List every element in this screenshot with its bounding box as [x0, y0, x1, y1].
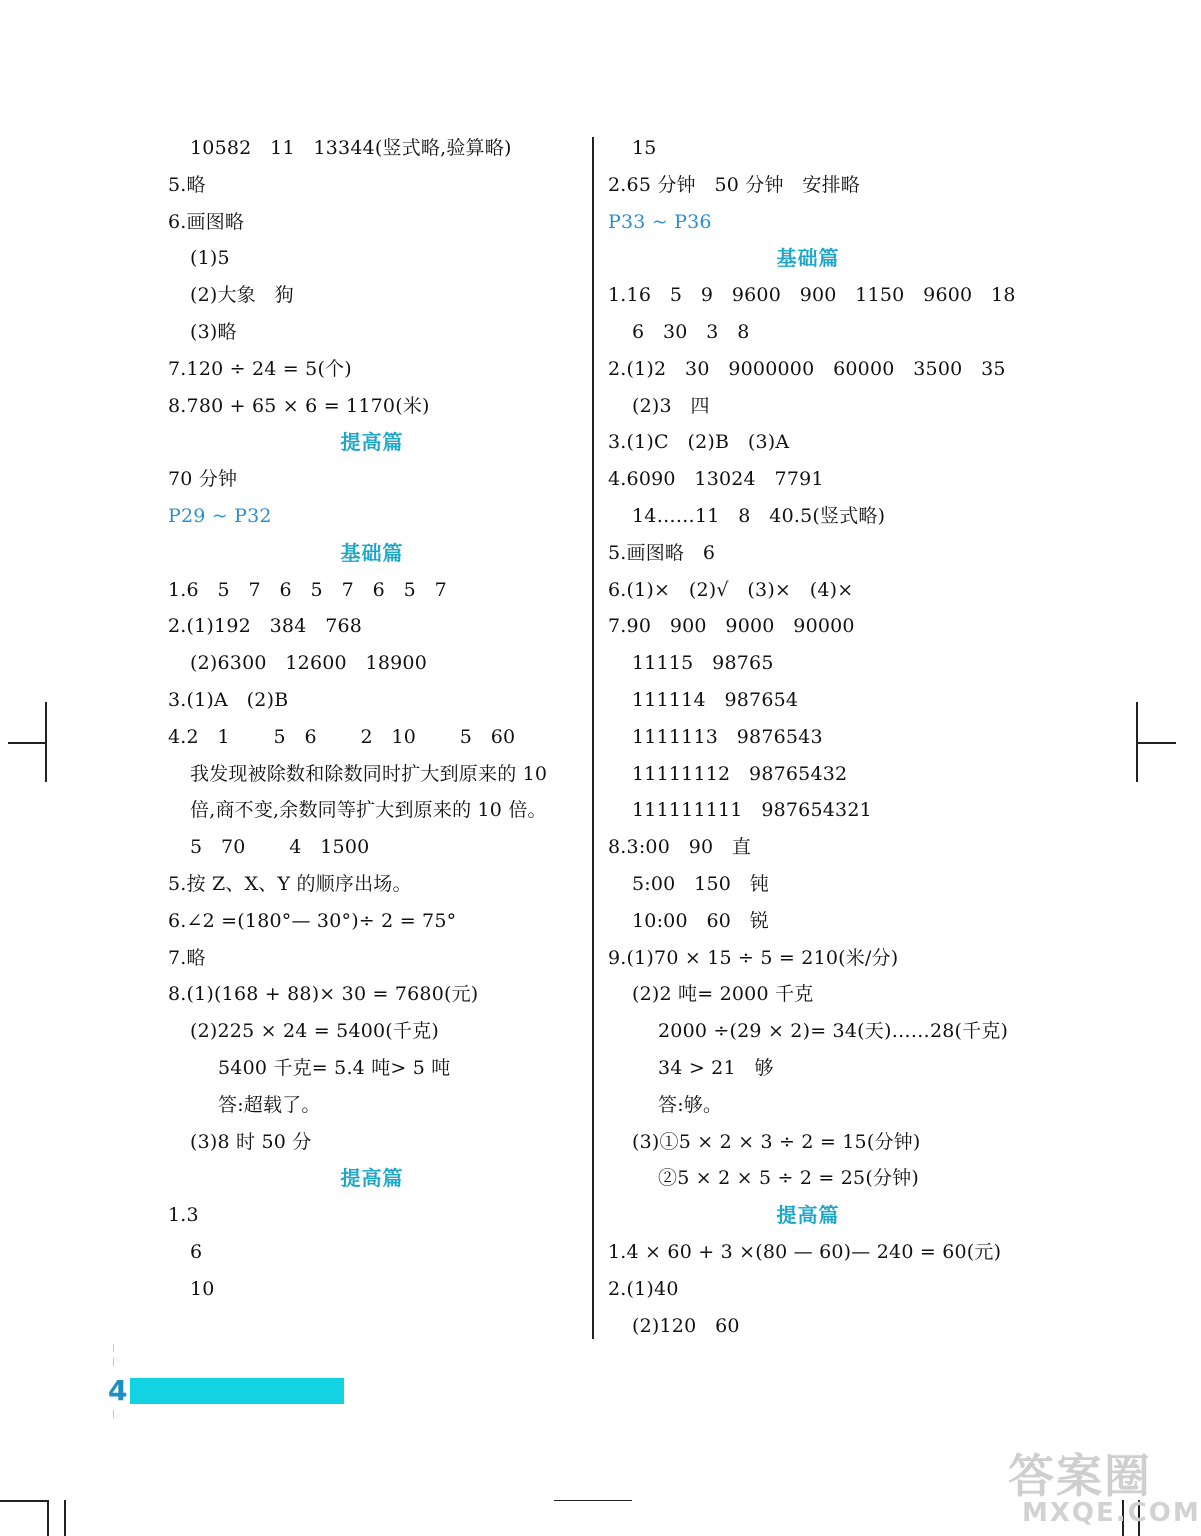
answer-line: 1.6 5 7 6 5 7 6 5 7: [168, 578, 447, 601]
answer-line: (2)225 × 24 = 5400(千克): [190, 1020, 439, 1043]
answer-line: 2.(1)2 30 9000000 60000 3500 35: [608, 357, 1006, 380]
answer-line: 1.4 × 60 + 3 ×(80 — 60)— 240 = 60(元): [608, 1240, 1002, 1263]
answer-line: 倍,商不变,余数同等扩大到原来的 10 倍。: [190, 799, 547, 822]
answer-line: 6 30 3 8: [632, 320, 750, 343]
answer-line: 34 > 21 够: [658, 1056, 774, 1079]
answer-line: 111111111 987654321: [632, 799, 872, 822]
page-range-label: P29 ~ P32: [168, 504, 272, 527]
answer-line: 4.2 1 5 6 2 10 5 60: [168, 725, 516, 748]
answer-line: 3.(1)C (2)B (3)A: [608, 431, 790, 454]
answer-line: 6: [190, 1240, 203, 1263]
answer-line: 6.(1)× (2)√ (3)× (4)×: [608, 578, 854, 601]
column-divider: [592, 137, 594, 1339]
answer-line: (3)8 时 50 分: [190, 1130, 312, 1153]
answer-line: (2)6300 12600 18900: [190, 652, 427, 675]
section-heading: 提高篇: [340, 1166, 404, 1191]
answer-line: 6.画图略: [168, 210, 245, 233]
answer-line: 我发现被除数和除数同时扩大到原来的 10: [190, 762, 548, 785]
answer-line: 11111112 98765432: [632, 762, 848, 785]
section-heading: 基础篇: [340, 540, 404, 565]
answer-line: 2.65 分钟 50 分钟 安排略: [608, 173, 860, 196]
watermark-logo: 答案圈: [1008, 1449, 1152, 1503]
section-heading: 提高篇: [776, 1203, 840, 1228]
answer-line: ②5 × 2 × 5 ÷ 2 = 25(分钟): [658, 1167, 919, 1190]
answer-line: 1111113 9876543: [632, 725, 823, 748]
answer-line: 4.6090 13024 7791: [608, 468, 824, 491]
answer-line: 5.按 Z、X、Y 的顺序出场。: [168, 872, 412, 895]
answer-line: 70 分钟: [168, 468, 238, 491]
footer-dot: [113, 1358, 114, 1366]
footer-dot: [113, 1344, 114, 1352]
answer-line: (3)①5 × 2 × 3 ÷ 2 = 15(分钟): [632, 1130, 921, 1153]
crop-mark: [1138, 742, 1176, 744]
answer-line: 2.(1)40: [608, 1277, 679, 1300]
left-column: [168, 130, 586, 1308]
answer-line: 1.16 5 9 9600 900 1150 9600 18: [608, 284, 1016, 307]
answer-line: 3.(1)A (2)B: [168, 688, 289, 711]
answer-line: 7.略: [168, 946, 206, 969]
page-number-bar: [130, 1378, 344, 1404]
answer-line: 1.3: [168, 1204, 199, 1227]
answer-line: (2)大象 狗: [190, 284, 294, 307]
right-column: [608, 130, 1128, 1344]
answer-line: (2)3 四: [632, 394, 710, 417]
answer-line: 答:超载了。: [218, 1093, 321, 1116]
answer-line: 9.(1)70 × 15 ÷ 5 = 210(米/分): [608, 946, 899, 969]
answer-line: 10582 11 13344(竖式略,验算略): [190, 137, 512, 159]
answer-line: 答:够。: [658, 1093, 723, 1116]
answer-line: 5 70 4 1500: [190, 836, 370, 859]
crop-mark: [0, 1500, 48, 1502]
answer-line: 11115 98765: [632, 652, 774, 675]
answer-line: 15: [632, 137, 657, 159]
answer-line: 5.略: [168, 173, 206, 196]
answer-line: 8.(1)(168 + 88)× 30 = 7680(元): [168, 983, 479, 1006]
answer-line: 111114 987654: [632, 688, 799, 711]
answer-line: 7.90 900 9000 90000: [608, 615, 855, 638]
answer-line: 10:00 60 锐: [632, 909, 769, 932]
crop-mark: [47, 1500, 49, 1536]
answer-line: 10: [190, 1277, 215, 1300]
answer-line: (3)略: [190, 320, 237, 343]
answer-line: 14……11 8 40.5(竖式略): [632, 504, 886, 527]
answer-line: (1)5: [190, 247, 230, 270]
watermark-url: MXQE.COM: [1022, 1498, 1201, 1528]
answer-line: 5:00 150 钝: [632, 872, 769, 895]
section-heading: 基础篇: [776, 246, 840, 271]
answer-line: 2000 ÷(29 × 2)= 34(天)……28(千克): [658, 1020, 1009, 1043]
answer-line: 7.120 ÷ 24 = 5(个): [168, 357, 352, 380]
answer-line: (2)120 60: [632, 1314, 740, 1337]
answer-line: 5.画图略 6: [608, 541, 716, 564]
crop-mark: [554, 1500, 632, 1501]
section-heading: 提高篇: [340, 430, 404, 455]
page-range-label: P33 ~ P36: [608, 210, 712, 233]
answer-line: 8.780 + 65 × 6 = 1170(米): [168, 394, 430, 417]
page-number: 4: [108, 1374, 128, 1407]
answer-line: 2.(1)192 384 768: [168, 615, 363, 638]
crop-mark: [8, 742, 46, 744]
answer-line: 6.∠2 =(180°— 30°)÷ 2 = 75°: [168, 909, 457, 932]
footer-dot: [113, 1410, 114, 1418]
answer-line: 5400 千克= 5.4 吨> 5 吨: [218, 1056, 451, 1079]
answer-line: (2)2 吨= 2000 千克: [632, 983, 814, 1006]
crop-mark: [64, 1500, 66, 1536]
answer-line: 8.3:00 90 直: [608, 836, 752, 859]
